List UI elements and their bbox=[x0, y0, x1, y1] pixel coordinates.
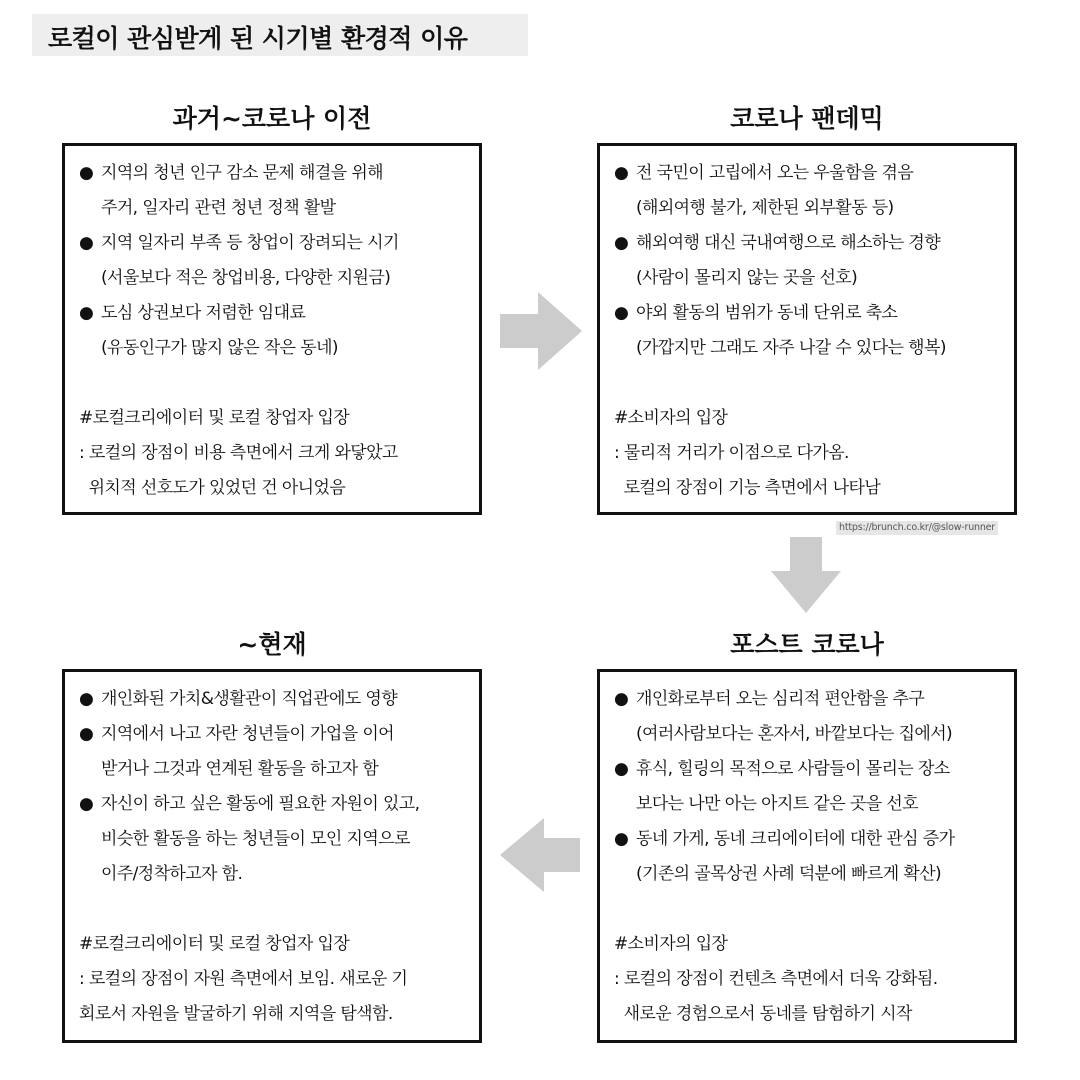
bullet-item bbox=[614, 156, 1004, 191]
arrow-right-icon bbox=[500, 292, 582, 370]
bullet-continuation: 이주/정착하고자 함. bbox=[101, 864, 243, 884]
bullet-item bbox=[79, 156, 469, 191]
spacer bbox=[79, 366, 469, 401]
stage-heading-present: ~현재 bbox=[237, 630, 307, 659]
note-line: #소비자의 입장 bbox=[614, 934, 728, 954]
note-line: 위치적 선호도가 있었던 건 아니었음 bbox=[79, 478, 346, 498]
bullet-continuation: (유동인구가 많지 않은 작은 동네) bbox=[101, 338, 338, 358]
bullet-continuation: 보다는 나만 아는 아지트 같은 곳을 선호 bbox=[636, 794, 918, 814]
stage-text-pre-covid bbox=[79, 156, 469, 506]
bullet-item bbox=[614, 226, 1004, 261]
bullet-item bbox=[614, 822, 1004, 857]
stage-heading-pre-covid: 과거~코로나 이전 bbox=[172, 104, 372, 133]
bullet-text: 지역의 청년 인구 감소 문제 해결을 위해 bbox=[101, 163, 383, 183]
note-line: #로컬크리에이터 및 로컬 창업자 입장 bbox=[79, 934, 350, 954]
bullet-text: 전 국민이 고립에서 오는 우울함을 겪음 bbox=[636, 163, 914, 183]
bullet-icon: ● bbox=[614, 689, 629, 709]
bullet-item bbox=[79, 682, 469, 717]
bullet-item bbox=[79, 226, 469, 261]
bullet-icon: ● bbox=[79, 724, 94, 744]
bullet-icon: ● bbox=[79, 303, 94, 323]
bullet-icon: ● bbox=[79, 233, 94, 253]
note-line: #로컬크리에이터 및 로컬 창업자 입장 bbox=[79, 408, 350, 428]
bullet-text: 개인화로부터 오는 심리적 편안함을 추구 bbox=[636, 689, 925, 709]
stage-box-pandemic bbox=[597, 143, 1017, 515]
bullet-item bbox=[614, 752, 1004, 787]
bullet-continuation: (서울보다 적은 창업비용, 다양한 지원금) bbox=[101, 268, 391, 288]
bullet-text: 야외 활동의 범위가 동네 단위로 축소 bbox=[636, 303, 898, 323]
spacer bbox=[79, 892, 469, 927]
bullet-item bbox=[79, 296, 469, 331]
note-line: 로컬의 장점이 기능 측면에서 나타남 bbox=[614, 478, 881, 498]
note-line: : 물리적 거리가 이점으로 다가옴. bbox=[614, 443, 849, 463]
watermark: https://brunch.co.kr/@slow-runner bbox=[836, 521, 998, 535]
bullet-text: 도심 상권보다 저렴한 임대료 bbox=[101, 303, 306, 323]
bullet-item bbox=[614, 682, 1004, 717]
bullet-text: 휴식, 힐링의 목적으로 사람들이 몰리는 장소 bbox=[636, 759, 950, 779]
bullet-icon: ● bbox=[79, 689, 94, 709]
bullet-text: 개인화된 가치&생활관이 직업관에도 영향 bbox=[101, 689, 398, 709]
stage-text-pandemic bbox=[614, 156, 1004, 506]
bullet-continuation: (기존의 골목상권 사례 덕분에 빠르게 확산) bbox=[636, 864, 942, 884]
bullet-continuation: 비슷한 활동을 하는 청년들이 모인 지역으로 bbox=[101, 829, 410, 849]
note-line: 새로운 경험으로서 동네를 탐험하기 시작 bbox=[614, 1004, 912, 1024]
bullet-icon: ● bbox=[79, 163, 94, 183]
bullet-continuation: (여러사람보다는 혼자서, 바깥보다는 집에서) bbox=[636, 724, 953, 744]
bullet-continuation: (해외여행 불가, 제한된 외부활동 등) bbox=[636, 198, 894, 218]
note-line: #소비자의 입장 bbox=[614, 408, 728, 428]
bullet-icon: ● bbox=[614, 303, 629, 323]
bullet-item bbox=[614, 296, 1004, 331]
bullet-icon: ● bbox=[614, 759, 629, 779]
bullet-text: 지역에서 나고 자란 청년들이 가업을 이어 bbox=[101, 724, 394, 744]
note-line: : 로컬의 장점이 컨텐츠 측면에서 더욱 강화됨. bbox=[614, 969, 938, 989]
bullet-continuation: (사람이 몰리지 않는 곳을 선호) bbox=[636, 268, 858, 288]
stage-box-pre-covid bbox=[62, 143, 482, 515]
bullet-icon: ● bbox=[614, 829, 629, 849]
bullet-icon: ● bbox=[614, 233, 629, 253]
bullet-text: 해외여행 대신 국내여행으로 해소하는 경향 bbox=[636, 233, 941, 253]
bullet-icon: ● bbox=[614, 163, 629, 183]
arrow-down-icon bbox=[771, 537, 841, 613]
bullet-continuation: (가깝지만 그래도 자주 나갈 수 있다는 행복) bbox=[636, 338, 946, 358]
stage-heading-pandemic: 코로나 팬데믹 bbox=[730, 104, 884, 133]
note-line: : 로컬의 장점이 자원 측면에서 보임. 새로운 기 bbox=[79, 969, 408, 989]
page-title: 로컬이 관심받게 된 시기별 환경적 이유 bbox=[48, 24, 468, 53]
bullet-continuation: 받거나 그것과 연계된 활동을 하고자 함 bbox=[101, 759, 379, 779]
note-line: 회로서 자원을 발굴하기 위해 지역을 탐색함. bbox=[79, 1004, 393, 1024]
spacer bbox=[614, 366, 1004, 401]
bullet-text: 동네 가게, 동네 크리에이터에 대한 관심 증가 bbox=[636, 829, 955, 849]
arrow-left-icon bbox=[500, 818, 580, 892]
bullet-text: 지역 일자리 부족 등 창업이 장려되는 시기 bbox=[101, 233, 399, 253]
stage-heading-post-covid: 포스트 코로나 bbox=[730, 630, 884, 659]
bullet-icon: ● bbox=[79, 794, 94, 814]
title-bar bbox=[32, 14, 528, 56]
bullet-continuation: 주거, 일자리 관련 청년 정책 활발 bbox=[101, 198, 336, 218]
stage-box-post-covid bbox=[597, 669, 1017, 1043]
spacer bbox=[614, 892, 1004, 927]
stage-box-present bbox=[62, 669, 482, 1043]
stage-text-post-covid bbox=[614, 682, 1004, 1032]
bullet-item bbox=[79, 787, 469, 822]
note-line: : 로컬의 장점이 비용 측면에서 크게 와닿았고 bbox=[79, 443, 398, 463]
bullet-text: 자신이 하고 싶은 활동에 필요한 자원이 있고, bbox=[101, 794, 420, 814]
stage-text-present bbox=[79, 682, 469, 1032]
bullet-item bbox=[79, 717, 469, 752]
